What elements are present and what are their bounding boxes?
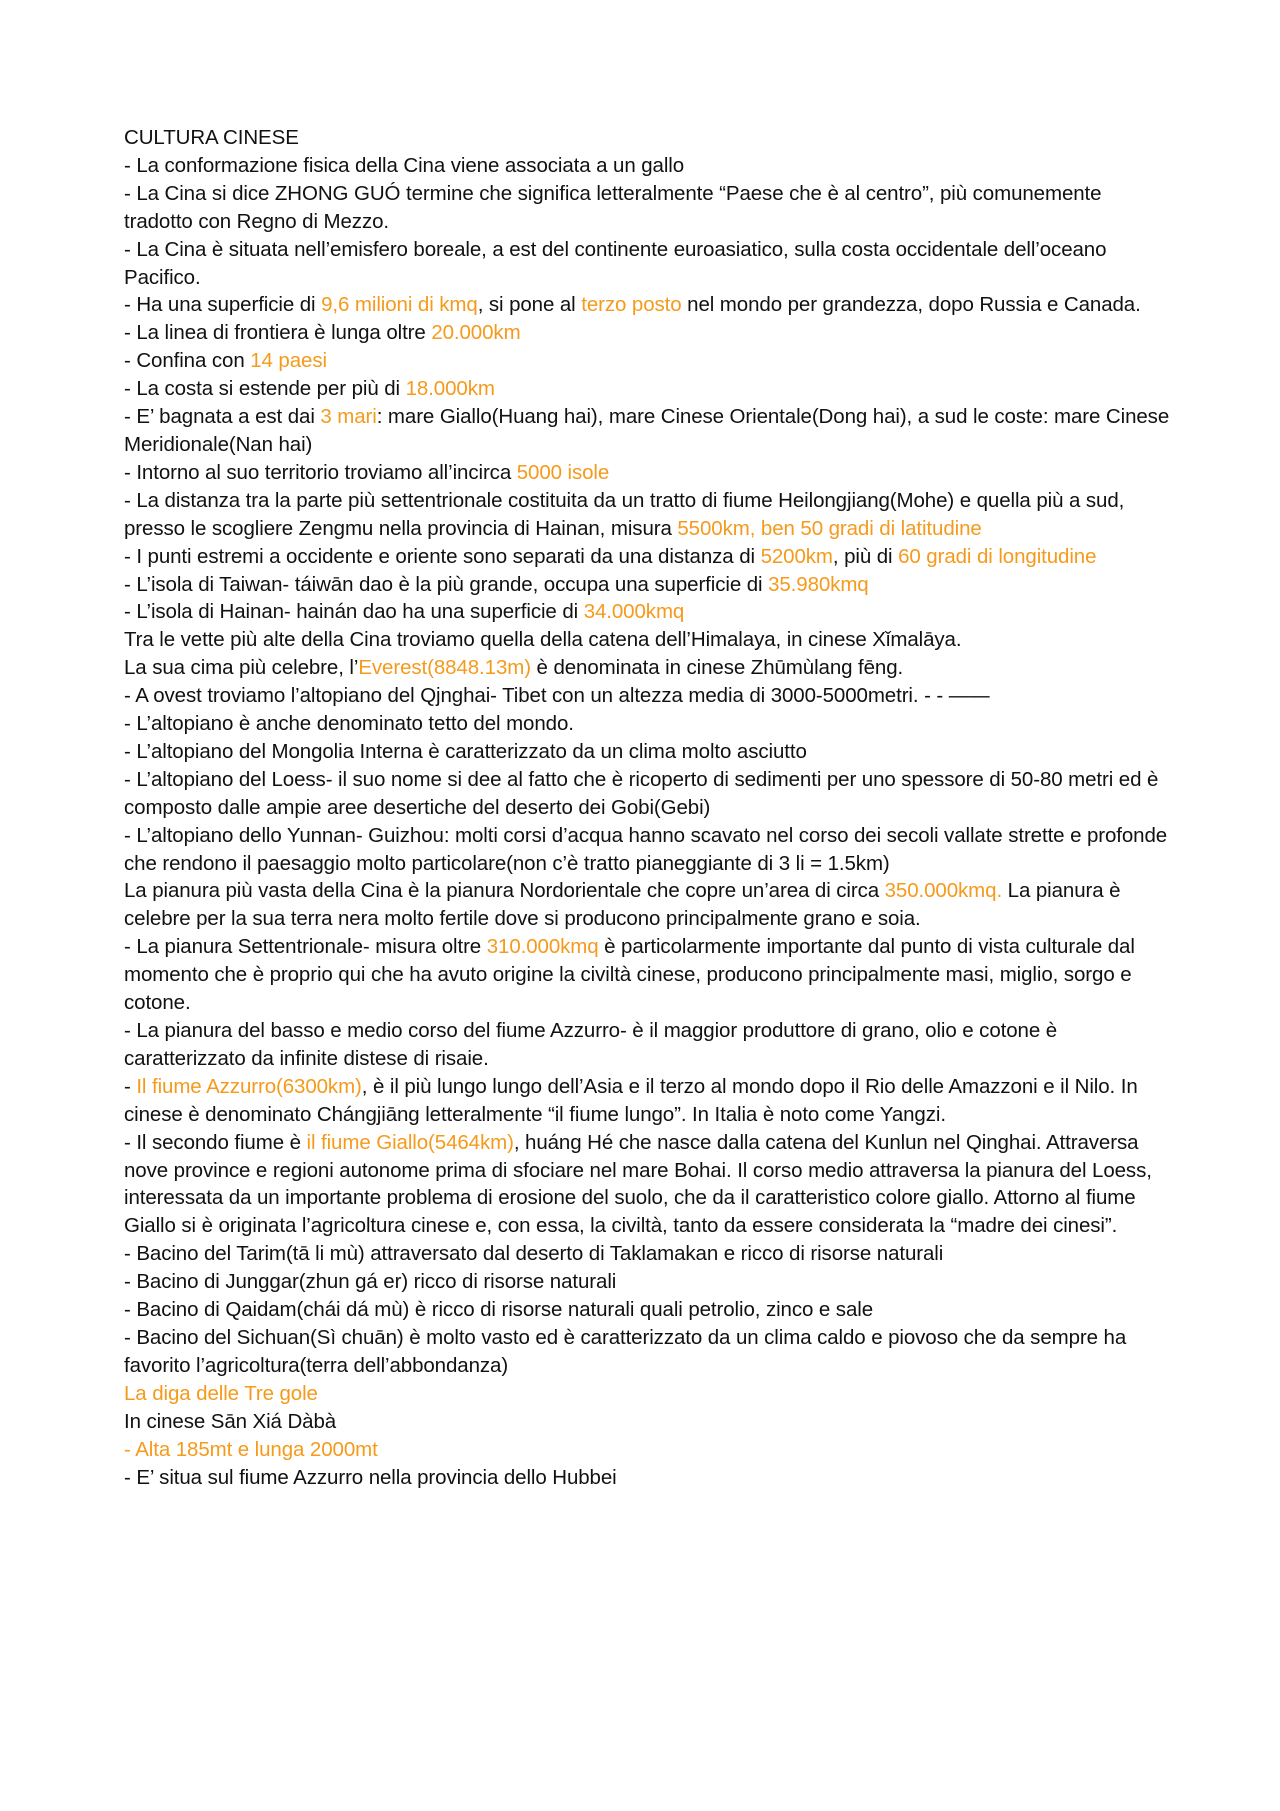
paragraph xyxy=(124,598,1174,626)
text-run: - xyxy=(124,1074,137,1098)
paragraph xyxy=(124,626,1174,654)
highlighted-text: 310.000kmq xyxy=(486,935,599,959)
highlighted-text: Everest(8848.13m) xyxy=(358,656,531,680)
highlighted-text: 350.000kmq. xyxy=(884,879,1003,903)
paragraph xyxy=(124,375,1174,403)
paragraph xyxy=(124,738,1174,766)
highlighted-text: 60 gradi di longitudine xyxy=(898,544,1097,568)
text-run: - Bacino di Junggar(zhun gá er) ricco di risorse naturali xyxy=(124,1270,617,1294)
text-run: - La Cina è situata nell’emisfero boreale, a est del continente euroasiatico, sulla costa occidentale dell’oceano Pacifico. xyxy=(124,237,1107,289)
paragraph xyxy=(124,822,1174,878)
text-run: - Il secondo fiume è xyxy=(124,1130,307,1154)
paragraph xyxy=(124,682,1174,710)
paragraph xyxy=(124,152,1174,180)
text-run: - E’ bagnata a est dai xyxy=(124,405,321,429)
paragraph xyxy=(124,571,1174,599)
text-run: - Bacino di Qaidam(chái dá mù) è ricco di risorse naturali quali petrolio, zinco e sale xyxy=(124,1298,874,1322)
text-run: , è il più lungo lungo dell’Asia e il terzo al mondo dopo il Rio delle Amazzoni e il Nilo. In cinese è denominato Chángjiāng letteralmente “il fiume lungo”. In Italia è noto come Yangzi. xyxy=(124,1074,1138,1126)
text-run: , si pone al xyxy=(477,293,582,317)
text-run: CULTURA CINESE xyxy=(124,126,299,149)
paragraph xyxy=(124,1240,1174,1268)
paragraph xyxy=(124,1408,1174,1436)
text-run: - La costa si estende per più di xyxy=(124,377,406,401)
text-run: - Bacino del Tarim(tā li mù) attraversato dal deserto di Taklamakan e ricco di risorse naturali xyxy=(124,1242,944,1266)
paragraph xyxy=(124,1436,1174,1464)
text-run: - Bacino del Sichuan(Sì chuān) è molto vasto ed è caratterizzato da un clima caldo e piovoso che da sempre ha favorito l’agricoltura(terra dell’abbondanza) xyxy=(124,1325,1127,1377)
text-run: è particolarmente importante dal punto di vista culturale dal momento che è proprio qui che ha avuto origine la civiltà cinese, producono principalmente masi, miglio, sorgo e cotone. xyxy=(124,935,1135,1015)
highlighted-text: 5000 isole xyxy=(516,460,610,484)
paragraph xyxy=(124,654,1174,682)
highlighted-text: 14 paesi xyxy=(250,349,327,373)
text-run: In cinese Sān Xiá Dàbà xyxy=(124,1409,337,1433)
paragraph xyxy=(124,347,1174,375)
text-run: - La Cina si dice ZHONG GUÓ termine che significa letteralmente “Paese che è al centro”, più comunemente tradotto con Regno di Mezzo. xyxy=(124,181,1102,233)
text-run: - La conformazione fisica della Cina viene associata a un gallo xyxy=(124,153,685,177)
text-run: Tra le vette più alte della Cina troviamo quella della catena dell’Himalaya, in cinese Xǐmalāya. xyxy=(124,628,962,652)
text-run: è denominata in cinese Zhūmùlang fēng. xyxy=(530,656,904,680)
paragraph xyxy=(124,1296,1174,1324)
paragraph xyxy=(124,291,1174,319)
text-run: , più di xyxy=(832,544,899,568)
text-run: - E’ situa sul fiume Azzurro nella provincia dello Hubbei xyxy=(124,1465,617,1489)
paragraph xyxy=(124,487,1174,543)
paragraph xyxy=(124,1464,1174,1492)
text-run: - La linea di frontiera è lunga oltre xyxy=(124,321,432,345)
paragraph xyxy=(124,933,1174,1017)
highlighted-text: 5200km xyxy=(760,544,833,568)
paragraph xyxy=(124,710,1174,738)
highlighted-text: Il fiume Azzurro(6300km) xyxy=(136,1074,362,1098)
highlighted-text: 5500km, ben 50 gradi di latitudine xyxy=(677,516,982,540)
paragraph xyxy=(124,543,1174,571)
highlighted-text: - Alta 185mt e lunga 2000mt xyxy=(124,1437,378,1461)
paragraph xyxy=(124,403,1174,459)
highlighted-text: 3 mari xyxy=(320,405,377,429)
paragraph xyxy=(124,1017,1174,1073)
text-run: - L’isola di Taiwan- táiwān dao è la più grande, occupa una superficie di xyxy=(124,572,769,596)
text-run: - I punti estremi a occidente e oriente sono separati da una distanza di xyxy=(124,544,761,568)
highlighted-text: terzo posto xyxy=(581,293,682,317)
text-run: - A ovest troviamo l’altopiano del Qjnghai- Tibet con un altezza media di 3000-5000metri. - - —— xyxy=(124,684,990,708)
text-run: nel mondo per grandezza, dopo Russia e Canada. xyxy=(681,293,1141,317)
paragraph xyxy=(124,459,1174,487)
text-run: - L’altopiano dello Yunnan- Guizhou: molti corsi d’acqua hanno scavato nel corso dei secoli vallate strette e profonde che rendono il paesaggio molto particolare(non c’è tratto pianeggiante di 3 li = 1.5km) xyxy=(124,823,1168,875)
highlighted-text: 34.000kmq xyxy=(583,600,685,624)
text-run: - L’altopiano del Mongolia Interna è caratterizzato da un clima molto asciutto xyxy=(124,739,807,763)
text-run: - Ha una superficie di xyxy=(124,293,322,317)
highlighted-text: 35.980kmq xyxy=(768,572,869,596)
highlighted-text: 9,6 milioni di kmq xyxy=(321,293,478,317)
text-run: : mare Giallo(Huang hai), mare Cinese Orientale(Dong hai), a sud le coste: mare Cinese Meridionale(Nan hai) xyxy=(124,405,1170,456)
text-run: , huáng Hé che nasce dalla catena del Kunlun nel Qinghai. Attraversa nove province e regioni autonome prima di sfociare nel mare Bohai. Il corso medio attraversa la pianura del Loess, interessata da un importante problema di erosione del suolo, che da il caratteristico colore giallo. Attorno al fiume Giallo si è originata l’agricoltura cinese e, con essa, la civiltà, tanto da essere considerata la “madre dei cinesi”. xyxy=(124,1130,1152,1238)
paragraph xyxy=(124,1380,1174,1408)
text-run: - Intorno al suo territorio troviamo all’incirca xyxy=(124,460,517,484)
text-run: - Confina con xyxy=(124,349,251,373)
text-run: - L’altopiano è anche denominato tetto del mondo. xyxy=(124,712,574,736)
paragraph xyxy=(124,877,1174,933)
text-run: - L’altopiano del Loess- il suo nome si dee al fatto che è ricoperto di sedimenti per uno spessore di 50-80 metri ed è composto dalle ampie aree desertiche del deserto dei Gobi(Gebi) xyxy=(124,767,1159,819)
document-body xyxy=(124,124,1174,1491)
text-run: - L’isola di Hainan- hainán dao ha una superficie di xyxy=(124,600,584,624)
paragraph xyxy=(124,1129,1174,1241)
paragraph xyxy=(124,180,1174,236)
paragraph xyxy=(124,766,1174,822)
paragraph xyxy=(124,1073,1174,1129)
highlighted-text: La diga delle Tre gole xyxy=(124,1381,318,1405)
highlighted-text: il fiume Giallo(5464km) xyxy=(306,1130,514,1154)
highlighted-text: 20.000km xyxy=(431,321,521,345)
text-run: La sua cima più celebre, l’ xyxy=(124,656,359,680)
text-run: - La distanza tra la parte più settentrionale costituita da un tratto di fiume Heilongjiang(Mohe) e quella più a sud, presso le scogliere Zengmu nella provincia di Hainan, misura xyxy=(124,488,1125,540)
text-run: La pianura è celebre per la sua terra nera molto fertile dove si producono principalmente grano e soia. xyxy=(124,879,1121,931)
text-run: - La pianura Settentrionale- misura oltre xyxy=(124,935,487,959)
text-run: - La pianura del basso e medio corso del fiume Azzurro- è il maggior produttore di grano, olio e cotone è caratterizzato da infinite distese di risaie. xyxy=(124,1019,1058,1070)
paragraph xyxy=(124,1324,1174,1380)
paragraph xyxy=(124,319,1174,347)
text-run: La pianura più vasta della Cina è la pianura Nordorientale che copre un’area di circa xyxy=(124,879,885,903)
paragraph xyxy=(124,1268,1174,1296)
highlighted-text: 18.000km xyxy=(405,377,495,401)
paragraph xyxy=(124,124,1174,152)
paragraph xyxy=(124,236,1174,292)
